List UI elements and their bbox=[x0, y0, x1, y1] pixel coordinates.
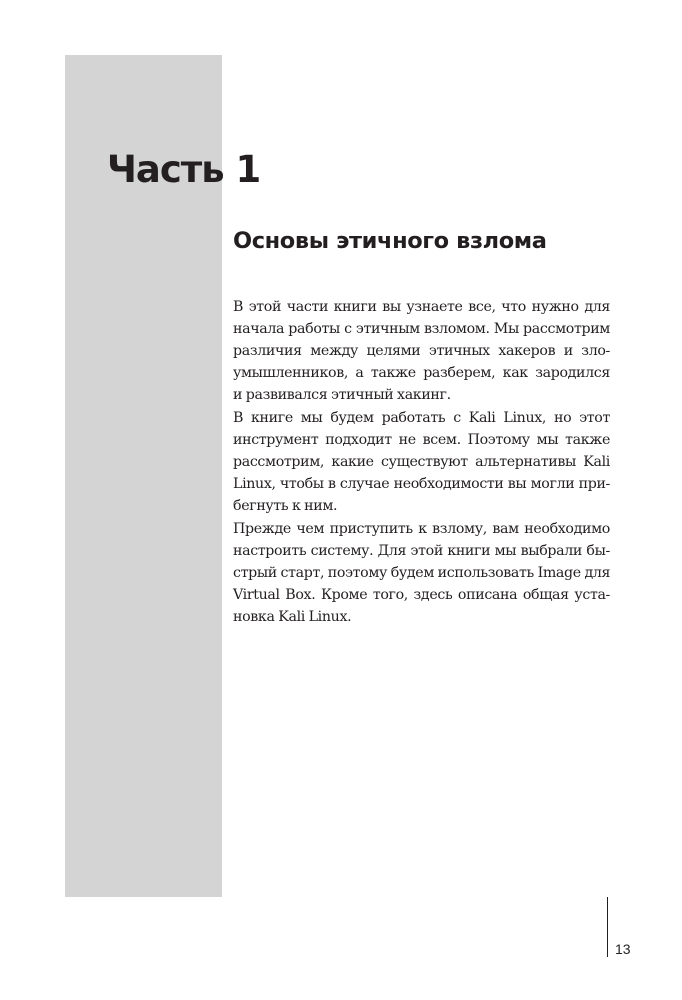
paragraph bbox=[233, 407, 610, 517]
paragraph bbox=[233, 296, 610, 406]
text-line: В этой части книги вы узнаете все, что нужно для bbox=[233, 299, 610, 315]
page-number-rule bbox=[607, 897, 608, 957]
page-number: 13 bbox=[615, 941, 631, 957]
text-line: инструмент подходит не всем. Поэтому мы также bbox=[233, 432, 610, 448]
text-line: В книге мы будем работать с Kali Linux, но этот bbox=[233, 410, 610, 426]
text-line: новка Kali Linux. bbox=[233, 609, 352, 625]
text-line: и развивался этичный хакинг. bbox=[233, 387, 451, 403]
text-line: стрый старт, поэтому будем использовать Image для bbox=[233, 565, 611, 581]
chapter-title: Основы этичного взлома bbox=[233, 228, 547, 254]
text-line: рассмотрим, какие существуют альтернативы Kali bbox=[233, 454, 610, 470]
text-line: Прежде чем приступить к взлому, вам необходимо bbox=[233, 521, 610, 537]
paragraph bbox=[233, 518, 610, 628]
text-line: начала работы с этичным взломом. Мы рассмотрим bbox=[233, 321, 610, 337]
text-line: Linux, чтобы в случае необходимости вы могли при- bbox=[233, 476, 610, 492]
part-heading: Часть 1 bbox=[107, 148, 261, 191]
text-line: настроить систему. Для этой книги мы выбрали бы- bbox=[233, 543, 610, 559]
text-line: умышленников, а также разберем, как зародился bbox=[233, 365, 610, 381]
text-line: Virtual Box. Кроме того, здесь описана общая уста- bbox=[233, 587, 610, 603]
text-line: бегнуть к ним. bbox=[233, 498, 338, 514]
body-text bbox=[233, 296, 610, 629]
text-line: различия между целями этичных хакеров и зло- bbox=[233, 343, 610, 359]
